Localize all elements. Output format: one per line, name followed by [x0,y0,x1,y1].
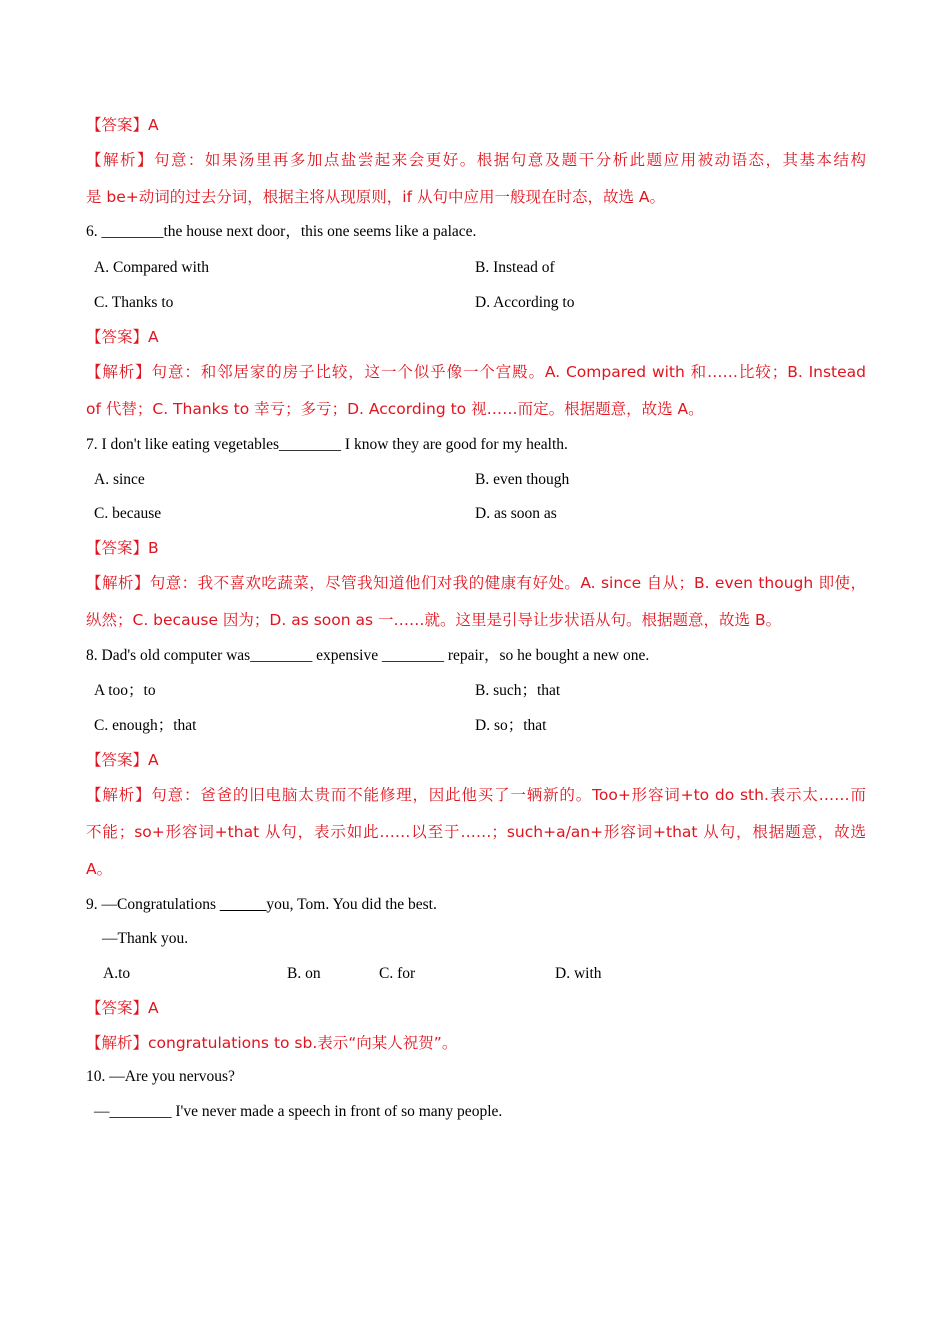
q9-reply: —Thank you. [102,930,189,947]
q6-option-a: A. Compared with [94,259,209,276]
q6-explanation-line2: of 代替；C. Thanks to 幸亏；多亏；D. According to 视……而定。根据题意，故选 A。 [86,400,704,418]
q7-option-a: A. since [94,471,145,488]
q8-stem: 8. Dad's old computer was________ expensive ________ repair，so he bought a new one. [86,647,650,664]
q6-option-c: C. Thanks to [94,294,174,311]
q9-stem [86,895,437,915]
q8-explanation-line2: 不能；so+形容词+that 从句，表示如此……以至于……；such+a/an+形容词+that 从句，根据题意，故选 [86,823,866,841]
q7-explanation-line1: 【解析】句意：我不喜欢吃蔬菜，尽管我知道他们对我的健康有好处。A. since 自从；B. even though 即使， [86,574,866,592]
q5-explanation-line2: 是 be+动词的过去分词，根据主将从现原则，if 从句中应用一般现在时态，故选 A。 [86,188,666,206]
q9-option-c: C. for [379,965,416,982]
q9-stem-pre: 9. —Congratulations [86,896,220,913]
q8-explanation-line1: 【解析】句意：爸爸的旧电脑太贵而不能修理，因此他买了一辆新的。Too+形容词+to do sth.表示太……而 [86,786,866,804]
q8-option-a: A too；to [94,682,156,699]
q7-option-c: C. because [94,505,162,522]
q7-answer: 【答案】B [86,539,159,557]
q10-reply: —________ I've never made a speech in front of so many people. [94,1103,503,1120]
q5-answer: 【答案】A [86,116,159,134]
q8-answer: 【答案】A [86,751,159,769]
q7-option-d: D. as soon as [475,505,557,522]
q9-option-a: A.to [103,965,131,982]
q8-option-d: D. so；that [475,717,547,734]
q9-stem-post: you, Tom. You did the best. [266,896,437,913]
q6-stem: 6. ________the house next door，this one seems like a palace. [86,223,477,240]
q9-option-b: B. on [287,965,321,982]
q6-explanation-line1: 【解析】句意：和邻居家的房子比较，这一个似乎像一个宫殿。A. Compared with 和……比较；B. Instead [86,363,866,381]
q9-option-d: D. with [555,965,602,982]
q7-stem: 7. I don't like eating vegetables________ I know they are good for my health. [86,436,568,453]
q6-answer: 【答案】A [86,328,159,346]
q5-explanation-line1: 【解析】句意：如果汤里再多加点盐尝起来会更好。根据句意及题干分析此题应用被动语态，其基本结构 [86,151,866,169]
q8-option-b: B. such；that [475,682,561,699]
q10-stem: 10. —Are you nervous? [86,1068,235,1085]
q8-option-c: C. enough；that [94,717,197,734]
q7-explanation-line2: 纵然；C. because 因为；D. as soon as 一……就。这里是引导让步状语从句。根据题意，故选 B。 [86,611,782,629]
q9-answer: 【答案】A [86,999,159,1017]
q9-explanation: 【解析】congratulations to sb.表示“向某人祝贺”。 [86,1034,458,1052]
q7-option-b: B. even though [475,471,570,488]
q6-option-b: B. Instead of [475,259,555,276]
q8-explanation-line3: A。 [86,860,113,878]
q9-stem-blank: ______ [219,896,267,913]
q6-option-d: D. According to [475,294,575,311]
